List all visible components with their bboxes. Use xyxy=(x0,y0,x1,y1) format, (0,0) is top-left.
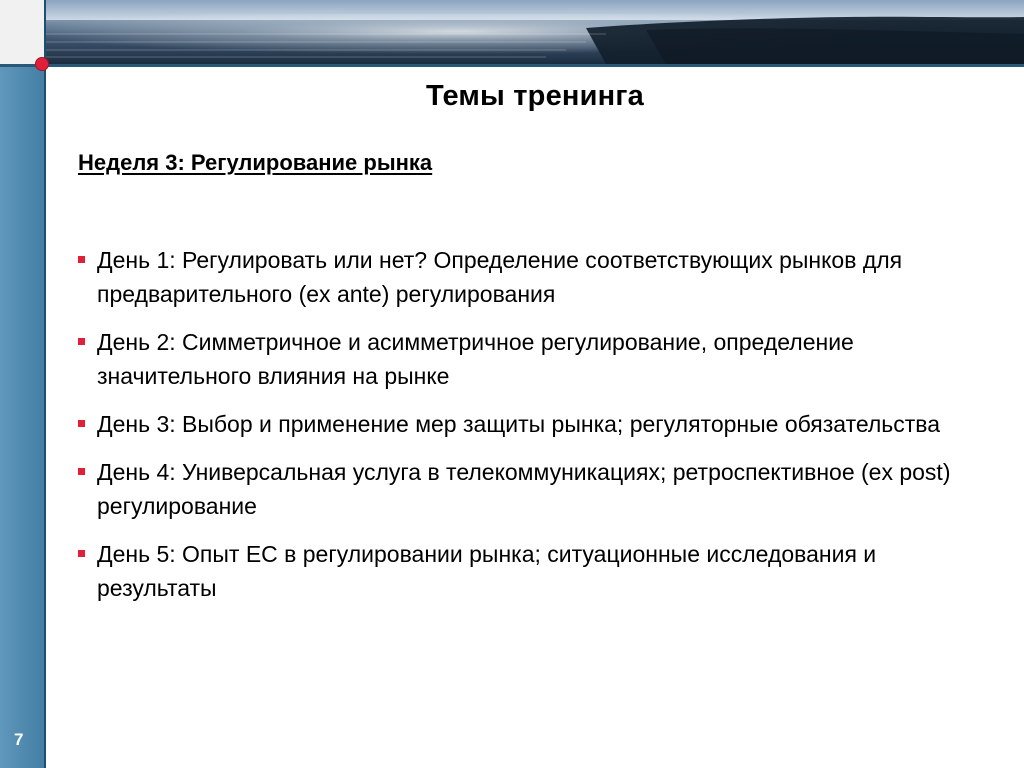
bullet-item-day3 xyxy=(78,407,978,441)
bullet-text: День 2: Симметричное и асимметричное регулирование, определение значительного влияния на рынке xyxy=(97,329,854,389)
corner-panel xyxy=(0,0,44,66)
bullet-list xyxy=(78,243,978,619)
bullet-item-day5 xyxy=(78,537,978,605)
bullet-square-icon xyxy=(78,550,85,557)
bullet-square-icon xyxy=(78,468,85,475)
bullet-item-day4 xyxy=(78,455,978,523)
bullet-text: День 1: Регулировать или нет? Определение соответствующих рынков для предварительного (ex ante) регулирования xyxy=(97,247,903,307)
bullet-text: День 3: Выбор и применение мер защиты рынка; регуляторные обязательства xyxy=(97,411,941,437)
bullet-square-icon xyxy=(78,256,85,263)
bullet-square-icon xyxy=(78,338,85,345)
slide-title: Темы тренинга xyxy=(425,80,644,112)
bullet-text: День 5: Опыт ЕС в регулировании рынка; ситуационные исследования и результаты xyxy=(97,541,877,601)
bullet-item-day2 xyxy=(78,325,978,393)
red-dot-ornament xyxy=(35,57,49,71)
page-number: 7 xyxy=(14,730,24,749)
sidebar-edge xyxy=(44,0,46,768)
bullet-text: День 4: Универсальная услуга в телекоммуникациях; ретроспективное (ex post) регулирование xyxy=(97,459,951,519)
bullet-item-day1 xyxy=(78,243,978,311)
slide-subtitle: Неделя 3: Регулирование рынка xyxy=(78,150,433,175)
sea-banner-image xyxy=(46,0,1024,64)
banner-divider xyxy=(44,64,1024,67)
bullet-square-icon xyxy=(78,420,85,427)
left-sidebar xyxy=(0,66,44,768)
